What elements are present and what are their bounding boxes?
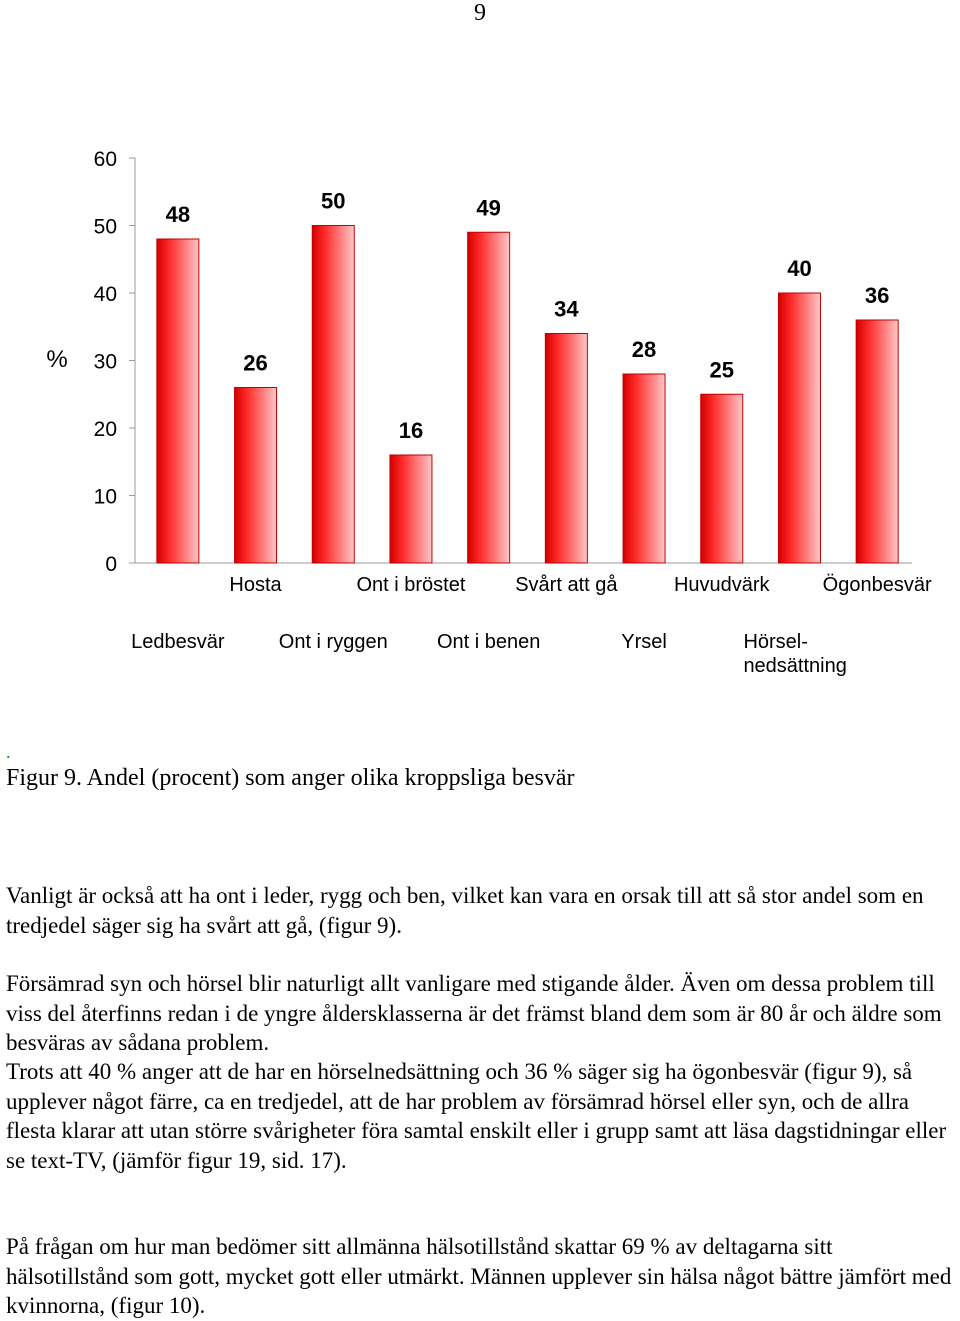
y-axis-label: % <box>46 346 68 373</box>
y-tick-label: 50 <box>93 215 117 239</box>
bar-value-label: 49 <box>476 195 501 221</box>
category-label <box>229 574 282 596</box>
bar-value-label: 36 <box>864 283 890 308</box>
y-tick-label: 20 <box>93 418 117 441</box>
paragraph-1: Vanligt är också att ha ont i leder, rygg och ben, vilket kan vara en orsak till att så stor andel som en tredjedel säger sig ha svårt att gå, (figur 9). <box>6 883 924 938</box>
bar-chart <box>0 130 960 690</box>
category-label-line: Ledbesvär <box>131 631 225 653</box>
bar <box>312 226 354 564</box>
category-label-line: Svårt att gå <box>515 574 618 596</box>
category-label <box>621 631 667 653</box>
paragraph-4: På frågan om hur man bedömer sitt allmänna hälsotillstånd skattar 69 % av deltagarna sitt hälsotillstånd som gott, mycket gott eller utmärkt. Männen upplever sin hälsa något bättre jämfört med kvinnorna, (figur 10). <box>6 1234 952 1318</box>
bar <box>545 334 587 564</box>
paragraph-2: Försämrad syn och hörsel blir naturligt allt vanligare med stigande ålder. Även om dessa problem till viss del återfinns redan i de yngre åldersklasserna är det främst bland dem som är 80 år och äldre som besväras av sådana problem. <box>6 971 942 1055</box>
bar <box>468 232 510 563</box>
figure-caption <box>6 744 575 792</box>
bar-value-label: 26 <box>243 350 268 376</box>
y-tick-label: 40 <box>93 283 117 306</box>
bar-value-label: 25 <box>709 357 734 383</box>
caption-marker: . <box>6 742 11 762</box>
bar-value-label: 40 <box>787 256 812 281</box>
bar-value-label: 48 <box>165 202 191 227</box>
bar-value-label: 16 <box>398 418 424 443</box>
bar <box>235 388 277 564</box>
y-tick-label: 60 <box>93 148 117 171</box>
y-tick-label: 0 <box>105 553 117 576</box>
category-label-line: Ont i bröstet <box>356 574 466 596</box>
category-label-line: Huvudvärk <box>673 574 770 596</box>
category-label-line: Ont i ryggen <box>278 631 388 653</box>
bar <box>778 293 820 563</box>
category-label <box>131 631 225 653</box>
caption-text: Figur 9. Andel (procent) som anger olika kroppsliga besvär <box>6 765 575 791</box>
category-label <box>279 631 388 653</box>
category-label <box>356 574 465 596</box>
category-label-line: Hosta <box>229 574 282 596</box>
y-tick-label: 30 <box>93 350 117 374</box>
category-label-line: Ögonbesvär <box>822 574 932 596</box>
category-label-line: Yrsel <box>621 631 667 653</box>
category-label <box>743 631 846 677</box>
paragraph-3: Trots att 40 % anger att de har en hörselnedsättning och 36 % säger sig ha ögonbesvär (figur 9), så upplever något färre, ca en tredjedel, att de har problem av försämrad hörsel eller syn, och de allra flesta klarar att utan större svårigheter föra samtal enskilt eller i grupp samt att läsa dagstidningar eller se text-TV, (jämför figur 19, sid. 17). <box>6 1059 947 1173</box>
category-label <box>823 574 932 596</box>
bar-value-label: 34 <box>554 296 579 322</box>
bar <box>701 394 743 563</box>
category-label-line: Hörsel- <box>743 631 808 653</box>
bar <box>157 239 199 563</box>
bar <box>390 455 432 563</box>
category-label <box>674 574 771 596</box>
category-label-line: Ont i benen <box>436 631 541 653</box>
bar <box>856 320 898 563</box>
y-tick-label: 10 <box>93 485 117 509</box>
bar-value-label: 28 <box>631 337 657 362</box>
category-label <box>515 574 618 596</box>
category-label <box>437 631 540 653</box>
bar-value-label: 50 <box>321 188 346 214</box>
category-label-line: nedsättning <box>743 655 847 677</box>
bar <box>623 374 665 563</box>
page-number: 9 <box>474 0 486 26</box>
